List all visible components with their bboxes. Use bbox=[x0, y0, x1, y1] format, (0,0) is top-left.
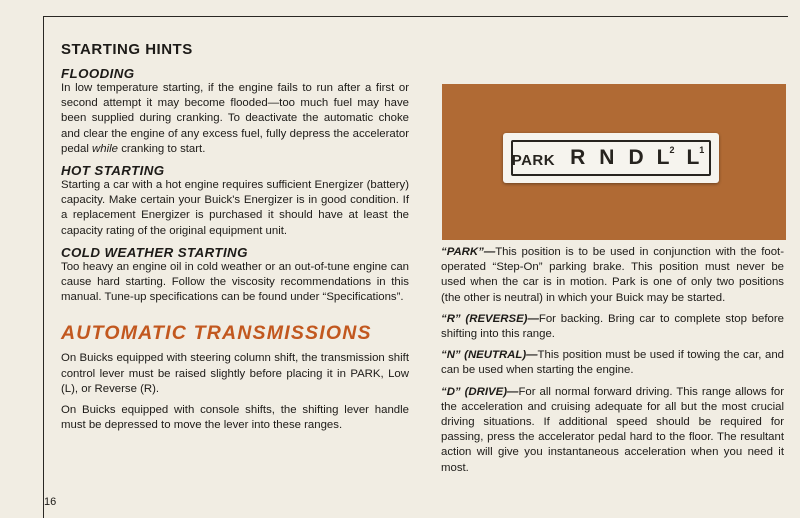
column-shift-text: On Buicks equipped with steering column shift, the transmission shift control lever must be raised slightly before placing it in PARK, Low (L), or Reverse (R). bbox=[61, 352, 409, 395]
shift-indicator-frame bbox=[511, 140, 711, 176]
cold-weather-section bbox=[61, 245, 409, 306]
hot-starting-text: Starting a car with a hot engine requires sufficient Energizer (battery) capacity. Make certain your Buick's Energizer is in good condition. If a replacement Energizer is purchased it should have at least the capacity rating of the original equipment unit. bbox=[61, 179, 409, 237]
park-lead: “PARK”— bbox=[441, 246, 496, 258]
park-description: “PARK”—This position is to be used in conjunction with the foot-operated “Step-On” parking brake. This position must never be used when the car is in motion. Park is one of only two positions (the other is neutral) in which your Buick may be started. bbox=[441, 246, 784, 304]
reverse-lead: “R” (REVERSE)— bbox=[441, 312, 539, 325]
drive-lead: “D” (DRIVE)— bbox=[441, 385, 519, 398]
gear-r-label: R bbox=[570, 146, 586, 169]
gear-n-label: N bbox=[599, 146, 615, 169]
gear-park-label: PARK bbox=[511, 151, 556, 169]
automatic-transmissions-title: AUTOMATIC TRANSMISSIONS bbox=[61, 322, 372, 345]
shift-indicator-panel bbox=[503, 133, 719, 183]
page-number: 16 bbox=[44, 496, 57, 508]
flooding-text: In low temperature starting, if the engine fails to run after a first or second attempt it may become flooded—too much fuel may have been supplied during cranking. To deactivate the automatic choke and clear the engine of any excess fuel, fully depress the accelerator pedal while cranking to start. bbox=[61, 82, 409, 155]
gear-l1-label: $L^1$ bbox=[686, 145, 705, 169]
right-column bbox=[441, 245, 784, 482]
cold-weather-heading: COLD WEATHER STARTING bbox=[61, 244, 248, 260]
flooding-emphasis: while bbox=[92, 142, 119, 155]
starting-hints-title: STARTING HINTS bbox=[61, 41, 193, 58]
hot-starting-heading: HOT STARTING bbox=[61, 163, 165, 179]
reverse-description: “R” (REVERSE)—For backing. Bring car to complete stop before shifting into this range. bbox=[441, 312, 785, 341]
flooding-heading: FLOODING bbox=[61, 66, 135, 81]
cold-weather-text: Too heavy an engine oil in cold weather or an out-of-tune engine can cause hard starting. Follow the viscosity recommendations in this manual. Tune-up specifications can be found under “Specifications”. bbox=[61, 260, 409, 304]
flooding-section bbox=[61, 66, 409, 157]
left-column bbox=[61, 40, 409, 439]
gear-l2-label: $L^2$ bbox=[656, 145, 675, 169]
hot-starting-section bbox=[61, 163, 409, 239]
gear-d-label: D bbox=[628, 146, 644, 169]
neutral-lead: “N” (NEUTRAL)— bbox=[441, 349, 538, 362]
console-shift-text: On Buicks equipped with console shifts, the shifting lever handle must be depressed to move the lever into these ranges. bbox=[61, 404, 409, 432]
shift-indicator-photo bbox=[442, 84, 786, 240]
neutral-description: “N” (NEUTRAL)—This position must be used if towing the car, and can be used when starting the engine. bbox=[441, 349, 784, 377]
drive-description: “D” (DRIVE)—For all normal forward driving. This range allows for the acceleration and cruising adequate for all but the most crucial driving situations. If additional speed should be required for passing, press the accelerator pedal hard to the floor. The resultant action will give you instantaneous acceleration when you need it most. bbox=[441, 385, 784, 474]
